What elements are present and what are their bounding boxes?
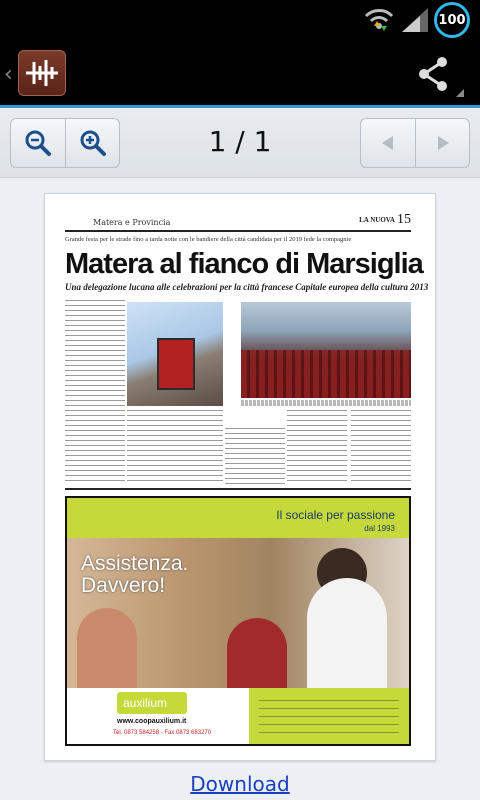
page-indicator: 1 / 1 — [208, 125, 272, 158]
article-column-text — [351, 408, 411, 484]
status-bar — [0, 0, 480, 38]
wifi-icon — [362, 4, 396, 34]
pdf-toolbar — [0, 108, 480, 178]
ad-slogan: Davvero! — [81, 574, 166, 597]
masthead: LA NUOVA — [359, 216, 395, 224]
ad-url: www.coopauxilium.it — [117, 718, 187, 725]
article-photo-street — [127, 302, 223, 406]
article-headline: Matera al fianco di Marsiglia — [65, 248, 423, 280]
article-column-text — [127, 408, 223, 484]
article-column-text — [225, 426, 285, 484]
ad-year: dal 1993 — [364, 524, 395, 533]
article-photo-audience — [241, 302, 411, 398]
next-page-button[interactable] — [415, 119, 469, 167]
advertisement — [65, 496, 411, 746]
newspaper-header — [65, 212, 411, 232]
article-kicker: Grande festa per le strade fino a tarda notte con le bandiere della città candidata per il 2019 fede la compagnie — [65, 236, 352, 243]
photo-caption — [241, 400, 411, 406]
article-column-text — [65, 298, 125, 484]
up-caret-icon[interactable]: ‹ — [4, 62, 13, 87]
overflow-corner-icon — [456, 89, 464, 97]
next-page-icon — [433, 133, 453, 153]
section-name: Matera e Provincia — [93, 218, 171, 227]
pdf-page[interactable] — [44, 193, 436, 761]
ad-footer — [67, 688, 409, 744]
ad-slogan: Assistenza. — [81, 552, 189, 575]
download-link[interactable]: Download — [190, 772, 290, 796]
article-subhead: Una delegazione lucana alle celebrazioni per la città francese Capitale europea della cultura 2013 — [65, 282, 429, 292]
zoom-in-button[interactable] — [65, 119, 119, 167]
document-viewer[interactable] — [0, 178, 480, 800]
battery-icon — [434, 2, 470, 38]
zoom-in-icon — [79, 129, 107, 157]
share-icon[interactable] — [414, 54, 454, 94]
newspaper-page-number: 15 — [397, 212, 411, 227]
divider — [65, 488, 411, 490]
ad-tagline: Il sociale per passione — [276, 508, 395, 522]
zoom-out-button[interactable] — [11, 119, 65, 167]
battery-level: 100 — [438, 12, 466, 28]
zoom-out-icon — [24, 129, 52, 157]
ad-logo: auxilium — [117, 692, 187, 714]
app-logo-icon[interactable] — [18, 50, 66, 96]
previous-page-button[interactable] — [361, 119, 415, 167]
ad-phone: Tel. 0873 584258 - Fax 0873 683270 — [113, 730, 212, 736]
signal-icon — [400, 6, 430, 34]
article-column-text — [287, 408, 347, 484]
waveform-icon — [24, 58, 60, 88]
ad-services-panel — [249, 688, 409, 744]
previous-page-icon — [378, 133, 398, 153]
zoom-button-group — [10, 118, 120, 168]
ad-banner — [67, 498, 409, 538]
action-bar — [0, 38, 480, 108]
page-nav-group — [360, 118, 470, 168]
